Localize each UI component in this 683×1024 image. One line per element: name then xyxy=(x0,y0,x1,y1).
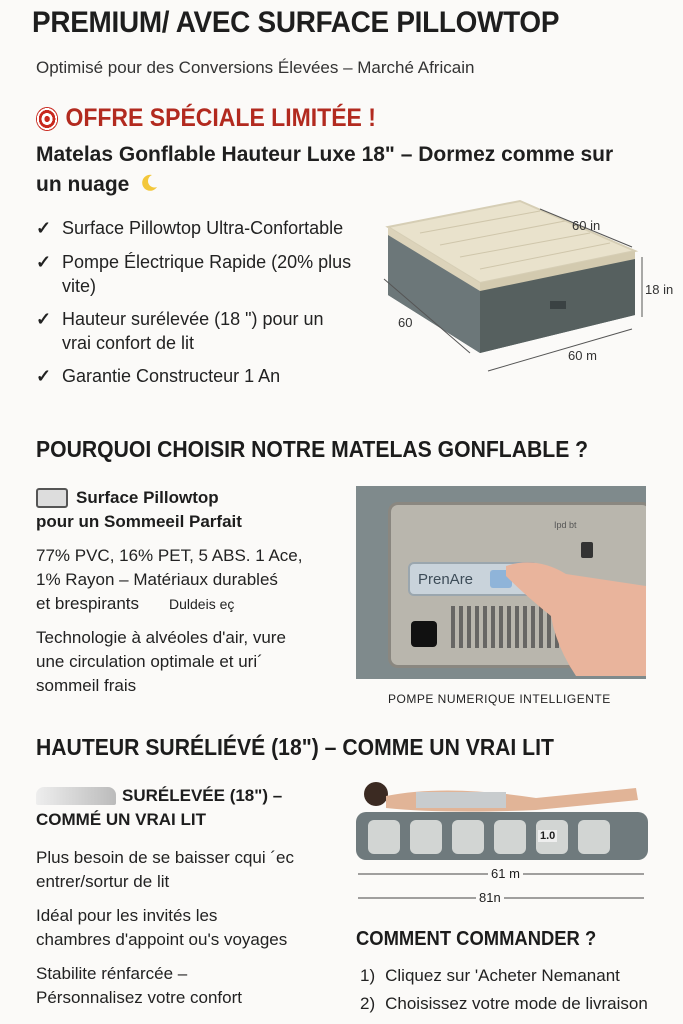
height-benefit-1 xyxy=(36,846,336,894)
special-offer-banner xyxy=(36,104,376,133)
feature-text: Garantie Constructeur 1 An xyxy=(62,366,281,386)
order-section-title: COMMENT COMMANDER ? xyxy=(356,928,597,950)
feature-text-line1: Pompe Électrique Rapide (20% plus xyxy=(62,252,352,272)
elevated-heading xyxy=(36,784,282,832)
check-icon: ✓ xyxy=(36,309,52,329)
height-benefit-1-line2: entrer/sortur de lit xyxy=(36,872,170,891)
diagram-width-label-1: 61 m xyxy=(488,866,523,881)
order-step-text: Choisissez votre mode de livraison xyxy=(385,994,648,1013)
why-section-title: POURQUOI CHOISIR NOTRE MATELAS GONFLABLE ? xyxy=(36,436,589,462)
dimension-depth-label: 60 xyxy=(398,315,413,330)
order-step-number: 2) xyxy=(360,994,376,1013)
feature-item xyxy=(36,250,376,298)
diagram-height-label: 1.0 xyxy=(540,830,556,842)
feature-item xyxy=(36,364,376,388)
dimension-side-label: 18 in xyxy=(645,282,674,297)
shoes-icon xyxy=(36,787,116,805)
order-step-number: 1) xyxy=(360,966,376,985)
height-benefit-2-line2: chambres d'appoint ou's voyages xyxy=(36,930,288,949)
check-icon: ✓ xyxy=(36,366,52,386)
check-icon: ✓ xyxy=(36,218,52,238)
pump-brand: Ipd bt xyxy=(554,520,577,530)
product-name-line2: un nuage xyxy=(36,173,130,196)
materials-line3: et brespirants xyxy=(36,594,139,613)
height-benefit-2 xyxy=(36,904,336,952)
pump-image xyxy=(356,486,646,679)
target-icon xyxy=(36,107,58,131)
elevated-heading-line2: COMMÉ UN VRAI LIT xyxy=(36,810,206,829)
materials-text xyxy=(36,544,336,616)
order-step xyxy=(360,962,648,990)
height-benefit-3-line1: Stabilite rénfarcée – xyxy=(36,964,188,983)
height-benefit-3-line2: Pérsonnalisez votre confort xyxy=(36,988,242,1007)
product-name-line1: Matelas Gonflable Hauteur Luxe 18" – Dormez comme sur xyxy=(36,143,614,166)
pillowtop-heading-line1: Surface Pillowtop xyxy=(76,488,219,507)
feature-text xyxy=(62,250,351,298)
height-benefit-3 xyxy=(36,962,336,1010)
diagram-width-label-2: 81n xyxy=(476,890,504,905)
product-name xyxy=(36,140,636,200)
technology-line2: une circulation optimale et uri´ xyxy=(36,652,263,671)
materials-extra: Duldeis eç xyxy=(169,596,235,612)
order-steps xyxy=(360,962,648,1018)
order-step-text: Cliquez sur 'Acheter Nemanant xyxy=(385,966,620,985)
page-subtitle: Optimisé pour des Conversions Élevées – Marché Africain xyxy=(36,58,475,77)
pillow-icon xyxy=(36,488,68,508)
feature-item xyxy=(36,216,376,240)
power-plug xyxy=(411,621,437,647)
pump-display-label: PrenAre xyxy=(418,570,474,588)
check-icon: ✓ xyxy=(36,252,52,272)
order-step xyxy=(360,990,648,1018)
materials-line2: 1% Rayon – Matériaux durablеś xyxy=(36,570,278,589)
mattress-image xyxy=(370,195,675,380)
feature-text-line2: vite) xyxy=(62,276,97,296)
pump-caption: POMPE NUMERIQUE INTELLIGENTE xyxy=(388,692,611,706)
page-title: PREMIUM/ AVEC SURFACE PILLOWTOP xyxy=(32,6,560,39)
feature-text xyxy=(62,307,324,355)
finger-image xyxy=(506,546,646,676)
height-section-title: HAUTEUR SURÉLIÉVÉ (18") – COMME UN VRAI LIT xyxy=(36,734,554,760)
pillowtop-heading-line2: pour un Sommeeil Parfait xyxy=(36,512,242,531)
technology-text xyxy=(36,626,336,698)
feature-text-line1: Hauteur surélevée (18 ") pour un xyxy=(62,309,324,329)
pillowtop-heading xyxy=(36,486,242,534)
feature-text-line2: vrai confort de lit xyxy=(62,333,195,353)
offer-label: OFFRE SPÉCIALE LIMITÉE ! xyxy=(65,104,376,132)
technology-line3: sommeil frais xyxy=(36,676,137,695)
dimension-top-label: 60 in xyxy=(572,218,601,233)
feature-text: Surface Pillowtop Ultra-Confortable xyxy=(62,218,344,238)
height-benefit-1-line1: Plus besoin de se baisser cqui ´ec xyxy=(36,848,294,867)
dimension-bottom-label: 60 m xyxy=(568,348,597,363)
materials-line1: 77% PVC, 16% PET, 5 ABS. 1 Ace, xyxy=(36,546,303,565)
height-benefit-2-line1: Idéal pour les invités les xyxy=(36,906,218,925)
moon-icon xyxy=(139,173,159,193)
feature-item xyxy=(36,307,376,355)
elevated-heading-line1: SURÉLEVÉE (18") – xyxy=(122,786,283,805)
technology-line1: Technologie à alvéoles d'air, vure xyxy=(36,628,286,647)
